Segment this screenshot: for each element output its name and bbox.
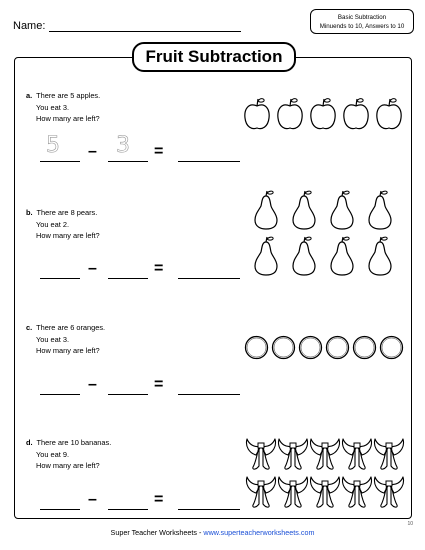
problem-line: How many are left? (36, 114, 100, 123)
equation-d (40, 488, 245, 510)
answer-blank[interactable] (178, 487, 240, 510)
pear-icon (252, 190, 279, 230)
orange-icon (379, 335, 404, 360)
banana-icon (244, 474, 278, 510)
answer-blank[interactable] (178, 256, 240, 279)
minus-sign: – (88, 260, 97, 277)
problem-b (26, 207, 100, 242)
apple-icon (242, 96, 272, 132)
equals-sign: = (154, 260, 164, 277)
equation-a (40, 133, 245, 162)
minus-sign: – (88, 491, 97, 508)
apple-row (242, 96, 404, 132)
banana-icon (340, 436, 374, 472)
minuend-blank[interactable] (40, 256, 80, 279)
worksheet-title: Fruit Subtraction (132, 42, 296, 72)
pear-icon (290, 190, 317, 230)
problem-line: How many are left? (36, 346, 100, 355)
topic-subtitle: Minuends to 10, Answers to 10 (319, 23, 405, 30)
problem-letter: c. (26, 323, 33, 332)
banana-row-bottom (244, 474, 406, 510)
problem-line: You eat 2. (36, 219, 70, 229)
apple-icon (308, 96, 338, 132)
pear-icon (290, 236, 317, 276)
equation-b (40, 257, 245, 279)
problem-line: There are 5 apples. (36, 91, 101, 100)
minuend-blank[interactable] (40, 139, 80, 162)
orange-icon (244, 335, 269, 360)
orange-icon (352, 335, 377, 360)
problem-line: You eat 9. (36, 449, 70, 459)
pear-icon (328, 236, 355, 276)
orange-icon (271, 335, 296, 360)
footer-link[interactable]: www.superteacherworksheets.com (203, 528, 315, 537)
orange-icon (325, 335, 350, 360)
problem-line: You eat 3. (36, 102, 70, 112)
subtrahend-blank[interactable] (108, 256, 148, 279)
problem-line: You eat 3. (36, 334, 70, 344)
problem-d (26, 437, 111, 472)
problem-letter: a. (26, 91, 33, 100)
name-label: Name: (13, 20, 46, 32)
answer-blank[interactable] (178, 139, 240, 162)
pear-icon (366, 236, 393, 276)
pear-icon (252, 236, 279, 276)
banana-icon (276, 436, 310, 472)
problem-letter: d. (26, 438, 33, 447)
problem-line: There are 6 oranges. (36, 323, 106, 332)
banana-icon (308, 474, 342, 510)
pear-icon (366, 190, 393, 230)
banana-icon (308, 436, 342, 472)
banana-icon (276, 474, 310, 510)
page-number: 10 (407, 521, 413, 527)
footer (0, 528, 425, 537)
problem-line: There are 10 bananas. (36, 438, 112, 447)
subtrahend-blank[interactable] (108, 487, 148, 510)
banana-icon (340, 474, 374, 510)
problem-line: How many are left? (36, 461, 100, 470)
footer-separator: - (196, 528, 204, 537)
equals-sign: = (154, 376, 164, 393)
traced-minuend: 5 (46, 133, 60, 158)
problem-line: How many are left? (36, 231, 100, 240)
subtrahend-blank[interactable] (108, 372, 148, 395)
problem-a (26, 90, 100, 125)
footer-brand: Super Teacher Worksheets (110, 528, 197, 537)
equation-c (40, 373, 245, 395)
subtrahend-blank[interactable] (108, 139, 148, 162)
topic-box (310, 9, 414, 34)
pear-row-bottom (252, 236, 393, 276)
name-line (49, 31, 241, 32)
apple-icon (341, 96, 371, 132)
answer-blank[interactable] (178, 372, 240, 395)
banana-icon (372, 436, 406, 472)
minuend-blank[interactable] (40, 372, 80, 395)
topic-title: Basic Subtraction (337, 14, 387, 21)
apple-icon (275, 96, 305, 132)
banana-icon (372, 474, 406, 510)
minus-sign: – (88, 143, 97, 160)
traced-subtrahend: 3 (116, 133, 130, 158)
equals-sign: = (154, 143, 164, 160)
minuend-blank[interactable] (40, 487, 80, 510)
banana-row-top (244, 436, 406, 472)
problem-line: There are 8 pears. (36, 208, 98, 217)
pear-row-top (252, 190, 393, 230)
apple-icon (374, 96, 404, 132)
minus-sign: – (88, 376, 97, 393)
equals-sign: = (154, 491, 164, 508)
problem-letter: b. (26, 208, 33, 217)
pear-icon (328, 190, 355, 230)
banana-icon (244, 436, 278, 472)
orange-icon (298, 335, 323, 360)
orange-row (244, 335, 404, 360)
problem-c (26, 322, 105, 357)
